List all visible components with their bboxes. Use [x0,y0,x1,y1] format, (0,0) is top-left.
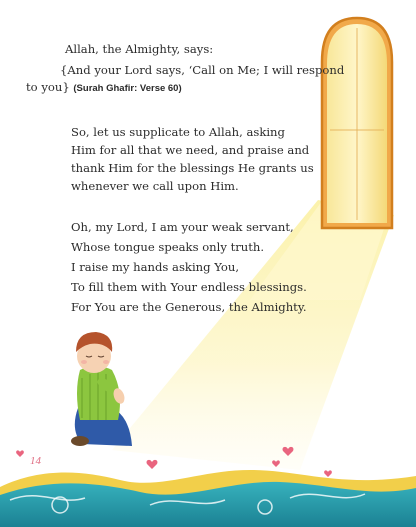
verse-line-1: {And your Lord says, ‘Call on Me; I will respond [60,63,345,77]
verse-citation: (Surah Ghafir: Verse 60) [73,83,182,94]
poem-line: I raise my hands asking You, [71,260,240,274]
sea-waves-illustration [0,470,416,527]
praying-boy-illustration [71,332,132,446]
poem-line: Oh, my Lord, I am your weak servant, [71,220,294,234]
verse-line-2 [26,80,182,96]
heart-icon [147,460,158,469]
heart-icon [324,470,332,477]
paragraph-line: thank Him for the blessings He grants us [71,161,314,175]
intro-line: Allah, the Almighty, says: [65,42,214,56]
heart-icon [16,450,24,457]
paragraph-line: So, let us supplicate to Allah, asking [71,125,285,139]
poem-line: For You are the Generous, the Almighty. [71,300,307,314]
window-illustration [322,18,392,228]
poem-line: Whose tongue speaks only truth. [71,240,265,254]
poem-line: To fill them with Your endless blessings. [71,280,307,294]
page-number: 14 [30,455,41,467]
paragraph-line: Him for all that we need, and praise and [71,143,310,157]
paragraph-line: whenever we call upon Him. [71,179,239,193]
verse-end-text: to you} [26,80,70,94]
